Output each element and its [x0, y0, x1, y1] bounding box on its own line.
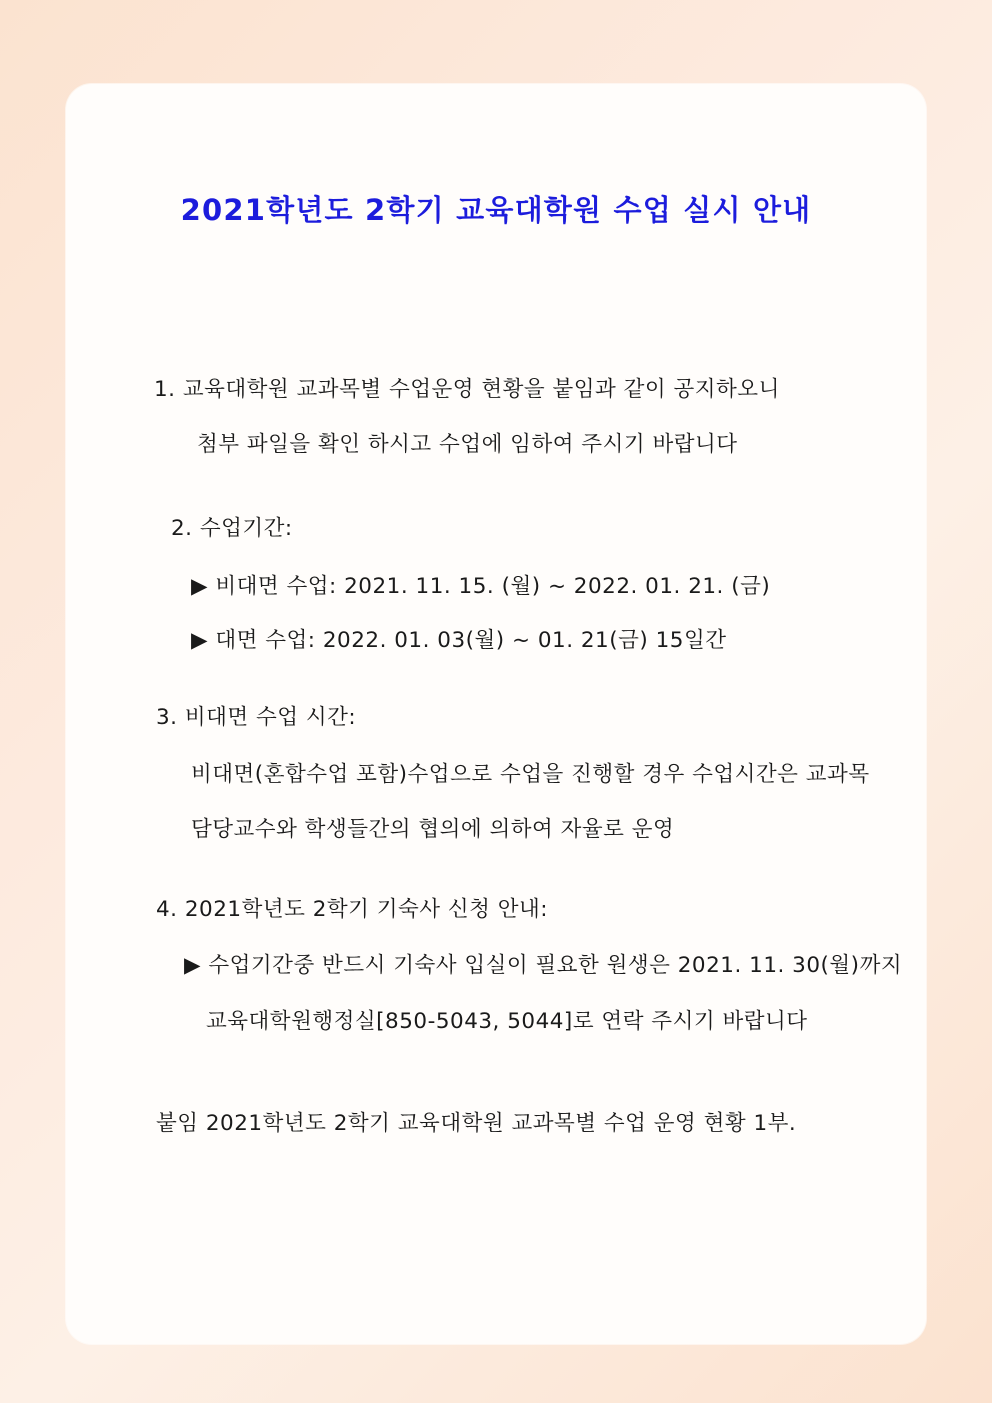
item-3-heading: 3. 비대면 수업 시간: [156, 705, 357, 730]
item-1-line-1: 1. 교육대학원 교과목별 수업운영 현황을 붙임과 같이 공지하오니 [154, 377, 780, 402]
document-page [66, 84, 926, 1344]
page-title: 2021학년도 2학기 교육대학원 수업 실시 안내 [180, 193, 812, 227]
item-1-line-2: 첨부 파일을 확인 하시고 수업에 임하여 주시기 바랍니다 [197, 432, 738, 457]
document-body [66, 84, 926, 1344]
item-2-bullet-2: ▶ 대면 수업: 2022. 01. 03(월) ~ 01. 21(금) 15일간 [191, 628, 727, 653]
item-4-bullet-2: 교육대학원행정실[850-5043, 5044]로 연락 주시기 바랍니다 [206, 1009, 808, 1034]
attachment-note: 붙임 2021학년도 2학기 교육대학원 교과목별 수업 운영 현황 1부. [156, 1111, 797, 1136]
item-3-line-2: 담당교수와 학생들간의 협의에 의하여 자율로 운영 [191, 817, 675, 842]
item-2-bullet-1: ▶ 비대면 수업: 2021. 11. 15. (월) ~ 2022. 01. 21. (금) [191, 574, 771, 599]
item-4-bullet-1: ▶ 수업기간중 반드시 기숙사 입실이 필요한 원생은 2021. 11. 30(월)까지 [184, 953, 903, 978]
item-2-heading: 2. 수업기간: [171, 516, 293, 541]
item-4-heading: 4. 2021학년도 2학기 기숙사 신청 안내: [156, 897, 549, 922]
item-3-line-1: 비대면(혼합수업 포함)수업으로 수업을 진행할 경우 수업시간은 교과목 [191, 762, 870, 787]
